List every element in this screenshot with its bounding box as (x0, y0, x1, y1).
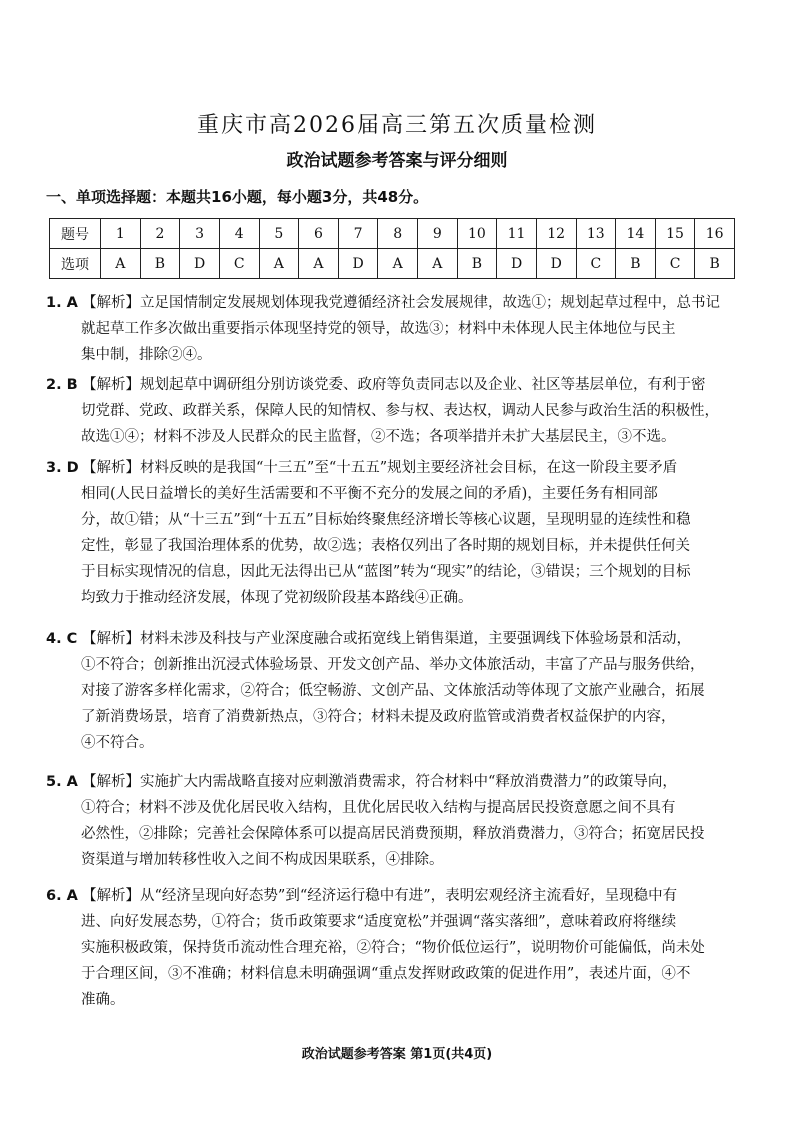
answer-option-cell: D (536, 249, 576, 279)
question-explanation-3 (46, 455, 746, 611)
question-answer-number: 3. D (46, 460, 79, 476)
explanation-line: 集中制，排除②④。 (81, 347, 212, 363)
answer-table (49, 218, 735, 279)
question-number-cell: 8 (378, 219, 418, 249)
question-number-row (50, 219, 735, 249)
explanation-line: 【解析】规划起草中调研组分别访谈党委、政府等负责同志以及企业、社区等基层单位，有利于密 (82, 377, 706, 393)
question-number-cell: 7 (338, 219, 378, 249)
explanation-line: 于目标实现情况的信息，因此无法得出已从“蓝图”转为“现实”的结论，③错误；三个规划的目标 (81, 564, 691, 580)
question-number-cell: 2 (140, 219, 180, 249)
answer-option-cell: B (616, 249, 656, 279)
question-number-cell: 14 (616, 219, 656, 249)
question-explanation-2 (46, 372, 746, 450)
answer-option-cell: D (338, 249, 378, 279)
explanation-line: ①符合；材料不涉及优化居民收入结构，且优化居民收入结构与提高居民投资意愿之间不具有 (81, 800, 676, 816)
row-label-option: 选项 (50, 249, 101, 279)
question-number-cell: 1 (101, 219, 141, 249)
page-subtitle: 政治试题参考答案与评分细则 (286, 151, 508, 171)
answer-option-cell: A (259, 249, 299, 279)
question-answer-number: 2. B (46, 377, 78, 393)
section-heading: 一、单项选择题：本题共16小题，每小题3分，共48分。 (46, 188, 429, 206)
question-number-cell: 10 (457, 219, 497, 249)
explanation-line: 切党群、党政、政群关系，保障人民的知情权、参与权、表达权，调动人民参与政治生活的积极性， (81, 403, 719, 419)
question-number-cell: 12 (536, 219, 576, 249)
answer-option-cell: C (576, 249, 616, 279)
answer-option-cell: B (695, 249, 735, 279)
answer-option-cell: B (457, 249, 497, 279)
page-footer: 政治试题参考答案 第1页(共4页) (301, 1047, 493, 1062)
question-number-cell: 13 (576, 219, 616, 249)
question-number-cell: 4 (219, 219, 259, 249)
explanation-line: 必然性，②排除；完善社会保障体系可以提高居民消费预期，释放消费潜力，③符合；拓宽居民投 (81, 826, 705, 842)
explanation-line: 对接了游客多样化需求，②符合；低空畅游、文创产品、文体旅活动等体现了文旅产业融合，拓展 (81, 683, 705, 699)
explanation-line: 【解析】材料未涉及科技与产业深度融合或拓宽线上销售渠道，主要强调线下体验场景和活动， (82, 631, 691, 647)
explanation-line: 资渠道与增加转移性收入之间不构成因果联系，④排除。 (81, 852, 444, 868)
explanation-line: 【解析】立足国情制定发展规划体现我党遵循经济社会发展规律，故选①；规划起草过程中，总书记 (82, 295, 720, 311)
question-number-cell: 11 (497, 219, 537, 249)
explanation-line: ①不符合；创新推出沉浸式体验场景、开发文创产品、举办文体旅活动，丰富了产品与服务供给， (81, 657, 705, 673)
answer-option-cell: C (655, 249, 695, 279)
question-number-cell: 6 (299, 219, 339, 249)
question-number-cell: 5 (259, 219, 299, 249)
answer-option-cell: D (180, 249, 220, 279)
question-number-cell: 9 (418, 219, 458, 249)
question-number-cell: 15 (655, 219, 695, 249)
explanation-line: 进、向好发展态势，①符合；货币政策要求“适度宽松”并强调“落实落细”，意味着政府将继续 (81, 914, 677, 930)
explanation-line: 故选①④；材料不涉及人民群众的民主监督，②不选；各项举措并未扩大基层民主，③不选。 (81, 429, 676, 445)
explanation-line: 就起草工作多次做出重要指示体现坚持党的领导，故选③；材料中未体现人民主体地位与民主 (81, 321, 676, 337)
explanation-line: 【解析】材料反映的是我国“十三五”至“十五五”规划主要经济社会目标，在这一阶段主要矛盾 (82, 460, 678, 476)
answer-option-cell: A (299, 249, 339, 279)
answer-option-cell: C (219, 249, 259, 279)
explanation-line: 相同(人民日益增长的美好生活需要和不平衡不充分的发展之间的矛盾)，主要任务有相同部 (81, 486, 658, 502)
explanation-line: 分，故①错；从“十三五”到“十五五”目标始终聚焦经济增长等核心议题，呈现明显的连续性和稳 (81, 512, 691, 528)
answer-option-row (50, 249, 735, 279)
question-answer-number: 5. A (46, 774, 78, 790)
question-answer-number: 6. A (46, 888, 78, 904)
explanation-line: 了新消费场景，培育了消费新热点，③符合；材料未提及政府监管或消费者权益保护的内容， (81, 709, 676, 725)
question-answer-number: 1. A (46, 295, 78, 311)
question-number-cell: 16 (695, 219, 735, 249)
explanation-line: ④不符合。 (81, 735, 154, 751)
answer-option-cell: D (497, 249, 537, 279)
question-explanation-6 (46, 883, 746, 1013)
explanation-line: 均致力于推动经济发展，体现了党初级阶段基本路线④正确。 (81, 590, 473, 606)
explanation-line: 定性，彰显了我国治理体系的优势，故②选；表格仅列出了各时期的规划目标，并未提供任何关 (81, 538, 690, 554)
explanation-line: 实施积极政策，保持货币流动性合理充裕，②符合；“物价低位运行”，说明物价可能偏低，尚未处 (81, 940, 705, 956)
explanation-line: 【解析】从“经济呈现向好态势”到“经济运行稳中有进”，表明宏观经济主流看好，呈现稳中有 (82, 888, 678, 904)
explanation-line: 于合理区间，③不准确；材料信息未明确强调“重点发挥财政政策的促进作用”，表述片面，④不 (81, 966, 691, 982)
question-answer-number: 4. C (46, 631, 78, 647)
question-explanation-1 (46, 290, 746, 368)
row-label-number: 题号 (50, 219, 101, 249)
question-explanation-4 (46, 626, 746, 756)
answer-option-cell: A (378, 249, 418, 279)
answer-option-cell: A (418, 249, 458, 279)
page-title: 重庆市高2026届高三第五次质量检测 (197, 113, 597, 138)
answer-option-cell: A (101, 249, 141, 279)
question-number-cell: 3 (180, 219, 220, 249)
answer-option-cell: B (140, 249, 180, 279)
explanation-line: 【解析】实施扩大内需战略直接对应刺激消费需求，符合材料中“释放消费潜力”的政策导向， (82, 774, 677, 790)
explanation-line: 准确。 (81, 992, 125, 1008)
question-explanation-5 (46, 769, 746, 873)
